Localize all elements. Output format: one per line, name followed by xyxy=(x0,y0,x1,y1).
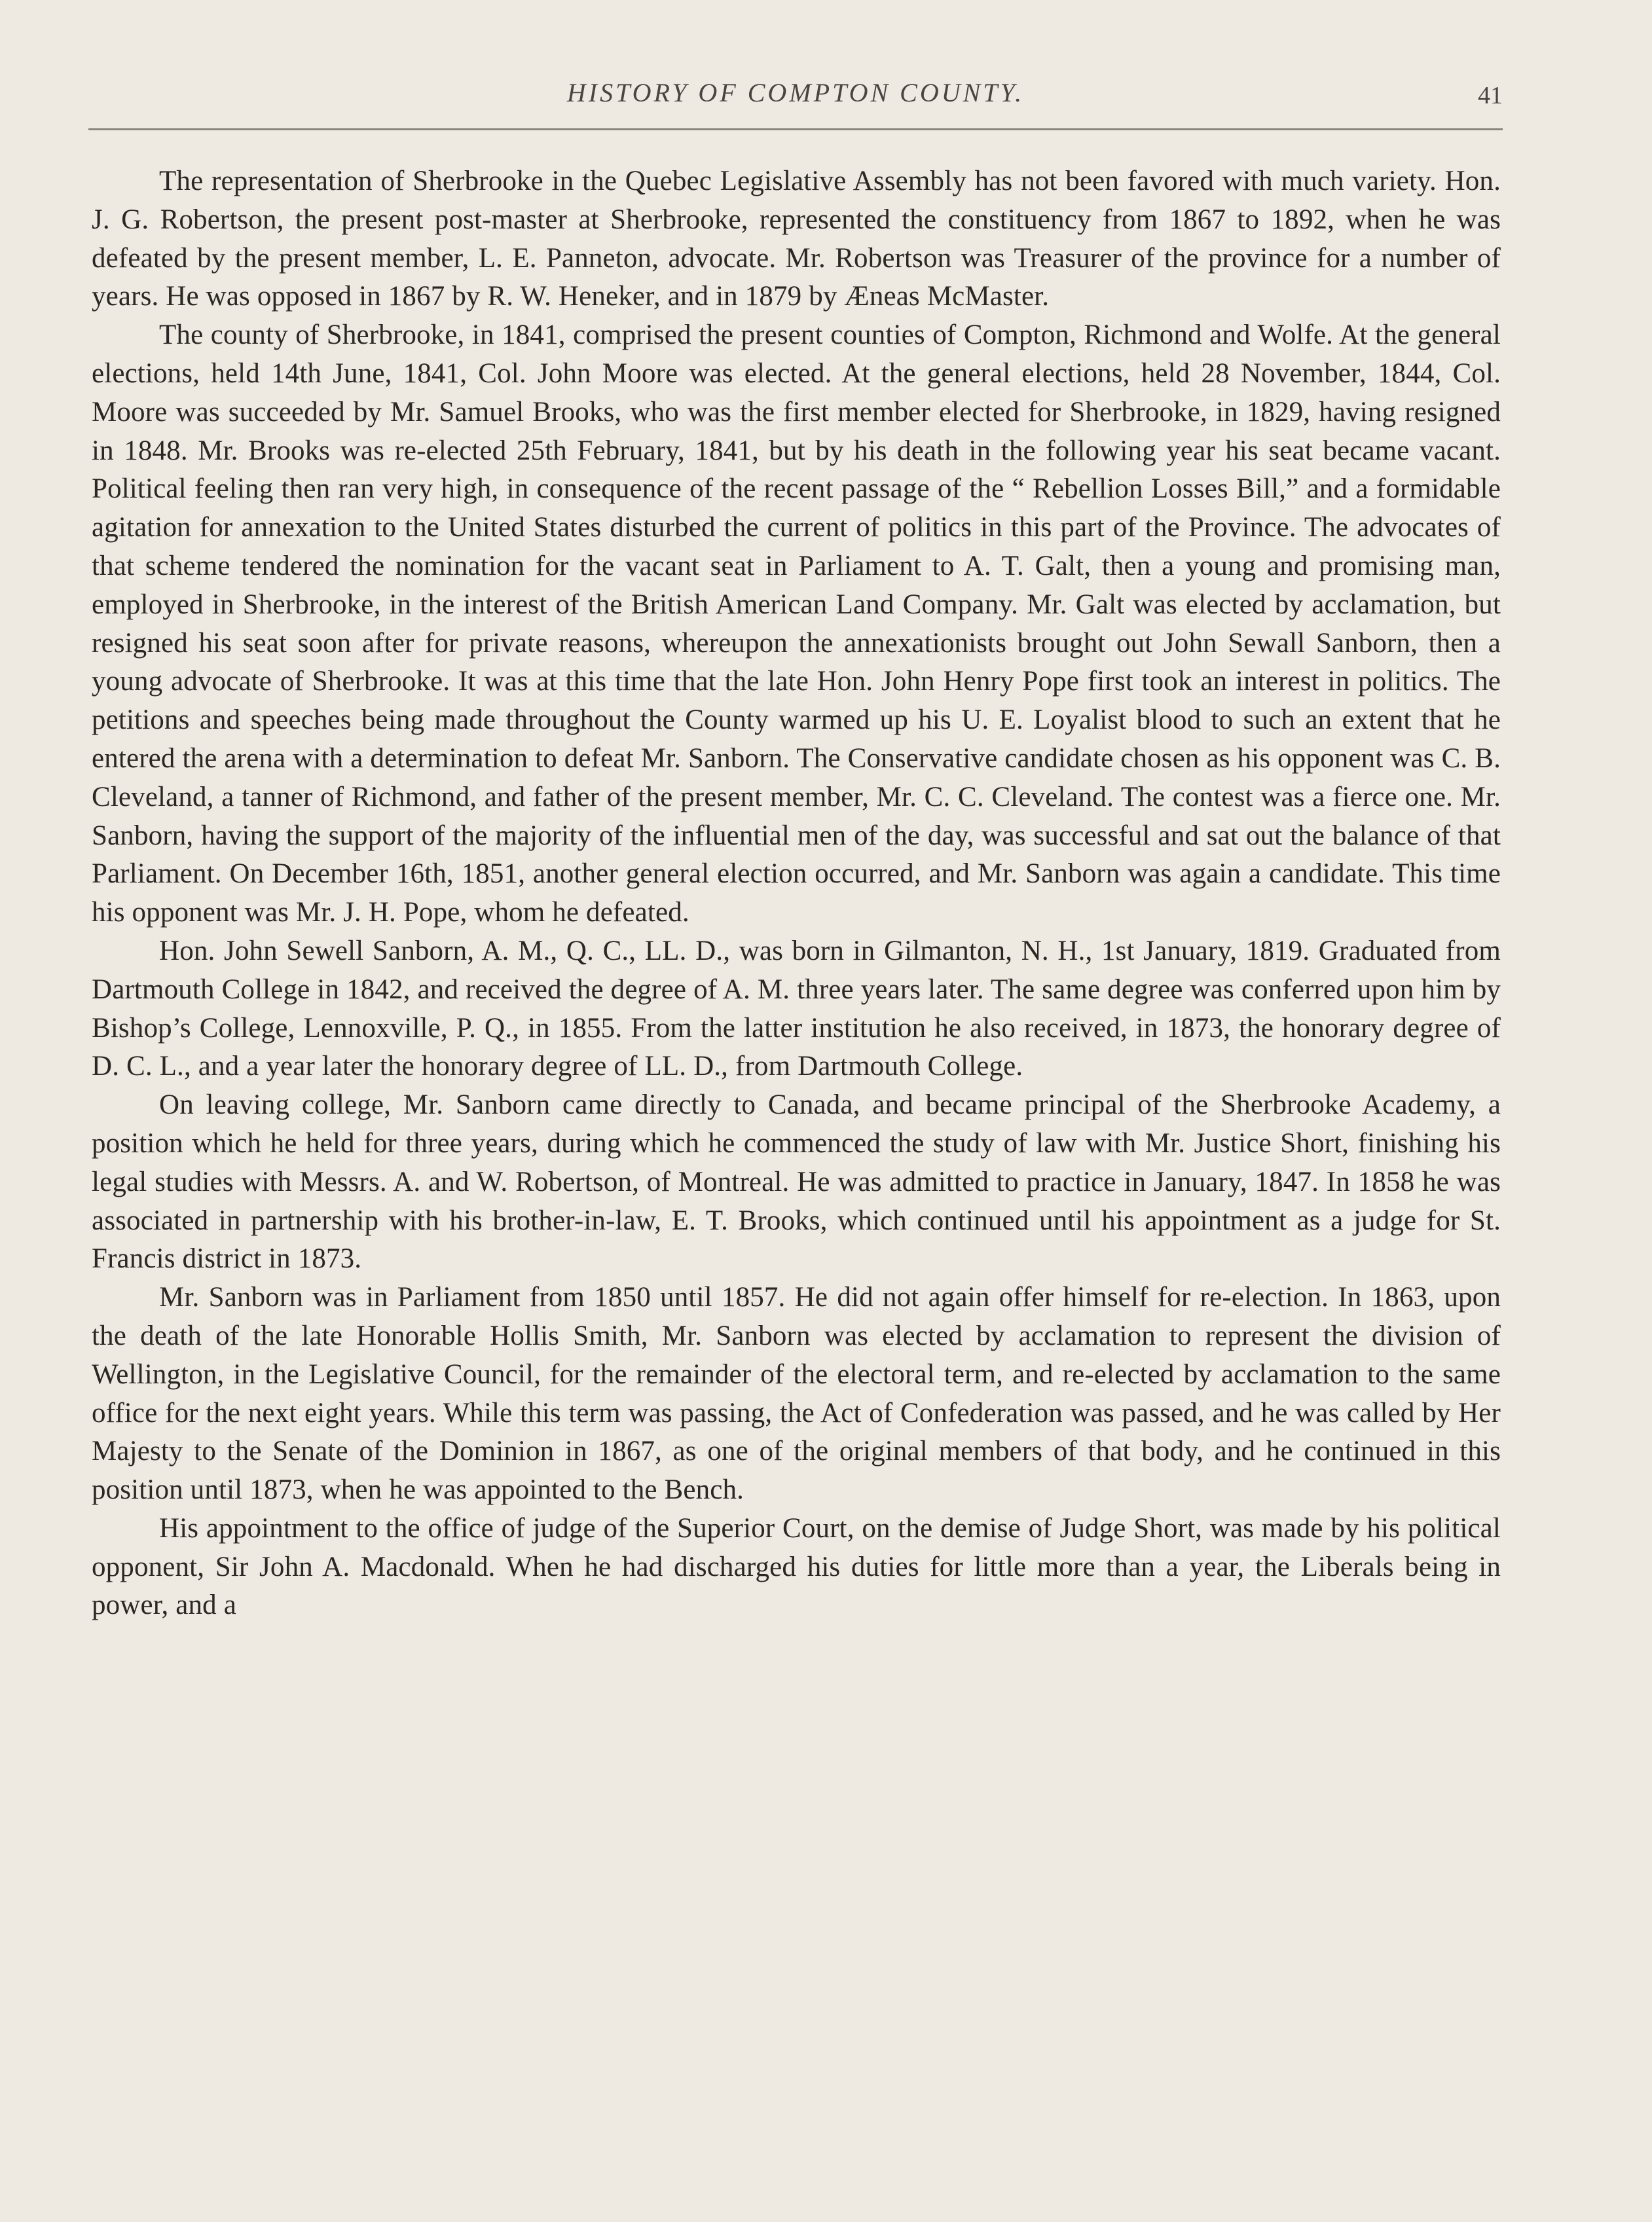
paragraph: On leaving college, Mr. Sanborn came directly to Canada, and became principal of the Sherbrooke Academy, a position which he held for three years, during which he commenced the study of law with Mr. Justice Short, finishing his legal studies with Messrs. A. and W. Robertson, of Montreal. He was admitted to practice in January, 1847. In 1858 he was associated in partnership with his brother-in-law, E. T. Brooks, which continued until his appointment as a judge for St. Francis district in 1873. xyxy=(92,1089,1501,1275)
paragraph: The representation of Sherbrooke in the Quebec Legislative Assembly has not been favored with much variety. Hon. J. G. Robertson, the present post-master at Sherbrooke, represented the constituency from 1867 to 1892, when he was defeated by the present member, L. E. Panneton, advocate. Mr. Robertson was Treasurer of the province for a number of years. He was opposed in 1867 by R. W. Heneker, and in 1879 by Æneas McMaster. xyxy=(92,166,1501,312)
paragraph: Hon. John Sewell Sanborn, A. M., Q. C., LL. D., was born in Gilmanton, N. H., 1st January, 1819. Graduated from Dartmouth College in 1842, and received the degree of A. M. three years later. The same degree was conferred upon him by Bishop’s College, Lennoxville, P. Q., in 1855. From the latter institution he also received, in 1873, the honorary degree of D. C. L., and a year later the honorary degree of LL. D., from Dartmouth College. xyxy=(92,935,1501,1082)
running-head xyxy=(88,77,1503,130)
paragraph: His appointment to the office of judge of the Superior Court, on the demise of Judge Short, was made by his political opponent, Sir John A. Macdonald. When he had discharged his duties for little more than a year, the Liberals being in power, and a xyxy=(92,1512,1501,1621)
body-text xyxy=(92,162,1501,1625)
running-title: HISTORY OF COMPTON COUNTY. xyxy=(566,78,1025,107)
page-number: 41 xyxy=(1478,82,1503,109)
paragraph: Mr. Sanborn was in Parliament from 1850 until 1857. He did not again offer himself for re-election. In 1863, upon the death of the late Honorable Hollis Smith, Mr. Sanborn was elected by acclamation to represent the division of Wellington, in the Legislative Council, for the remainder of the electoral term, and re-elected by acclamation to the same office for the next eight years. While this term was passing, the Act of Confederation was passed, and he was called by Her Majesty to the Senate of the Dominion in 1867, as one of the original members of that body, and he continued in this position until 1873, when he was appointed to the Bench. xyxy=(92,1282,1501,1506)
header-rule xyxy=(88,128,1503,130)
paragraph: The county of Sherbrooke, in 1841, comprised the present counties of Compton, Richmond and Wolfe. At the general elections, held 14th June, 1841, Col. John Moore was elected. At the general elections, held 28 November, 1844, Col. Moore was succeeded by Mr. Samuel Brooks, who was the first member elected for Sherbrooke, in 1829, having resigned in 1848. Mr. Brooks was re-elected 25th February, 1841, but by his death in the following year his seat became vacant. Political feeling then ran very high, in consequence of the recent passage of the “ Rebellion Losses Bill,” and a formidable agitation for annexation to the United States disturbed the current of politics in this part of the Province. The advocates of that scheme tendered the nomination for the vacant seat in Parliament to A. T. Galt, then a young and promising man, employed in Sherbrooke, in the interest of the British American Land Company. Mr. Galt was elected by acclamation, but resigned his seat soon after for private reasons, whereupon the annexationists brought out John Sewall Sanborn, then a young advocate of Sherbrooke. It was at this time that the late Hon. John Henry Pope first took an interest in politics. The petitions and speeches being made throughout the County warmed up his U. E. Loyalist blood to such an extent that he entered the arena with a determination to defeat Mr. Sanborn. The Conservative candidate chosen as his opponent was C. B. Cleveland, a tanner of Richmond, and father of the present member, Mr. C. C. Cleveland. The contest was a fierce one. Mr. Sanborn, having the support of the majority of the influential men of the day, was successful and sat out the balance of that Parliament. On December 16th, 1851, another general election occurred, and Mr. Sanborn was again a candidate. This time his opponent was Mr. J. H. Pope, whom he defeated. xyxy=(92,319,1501,928)
